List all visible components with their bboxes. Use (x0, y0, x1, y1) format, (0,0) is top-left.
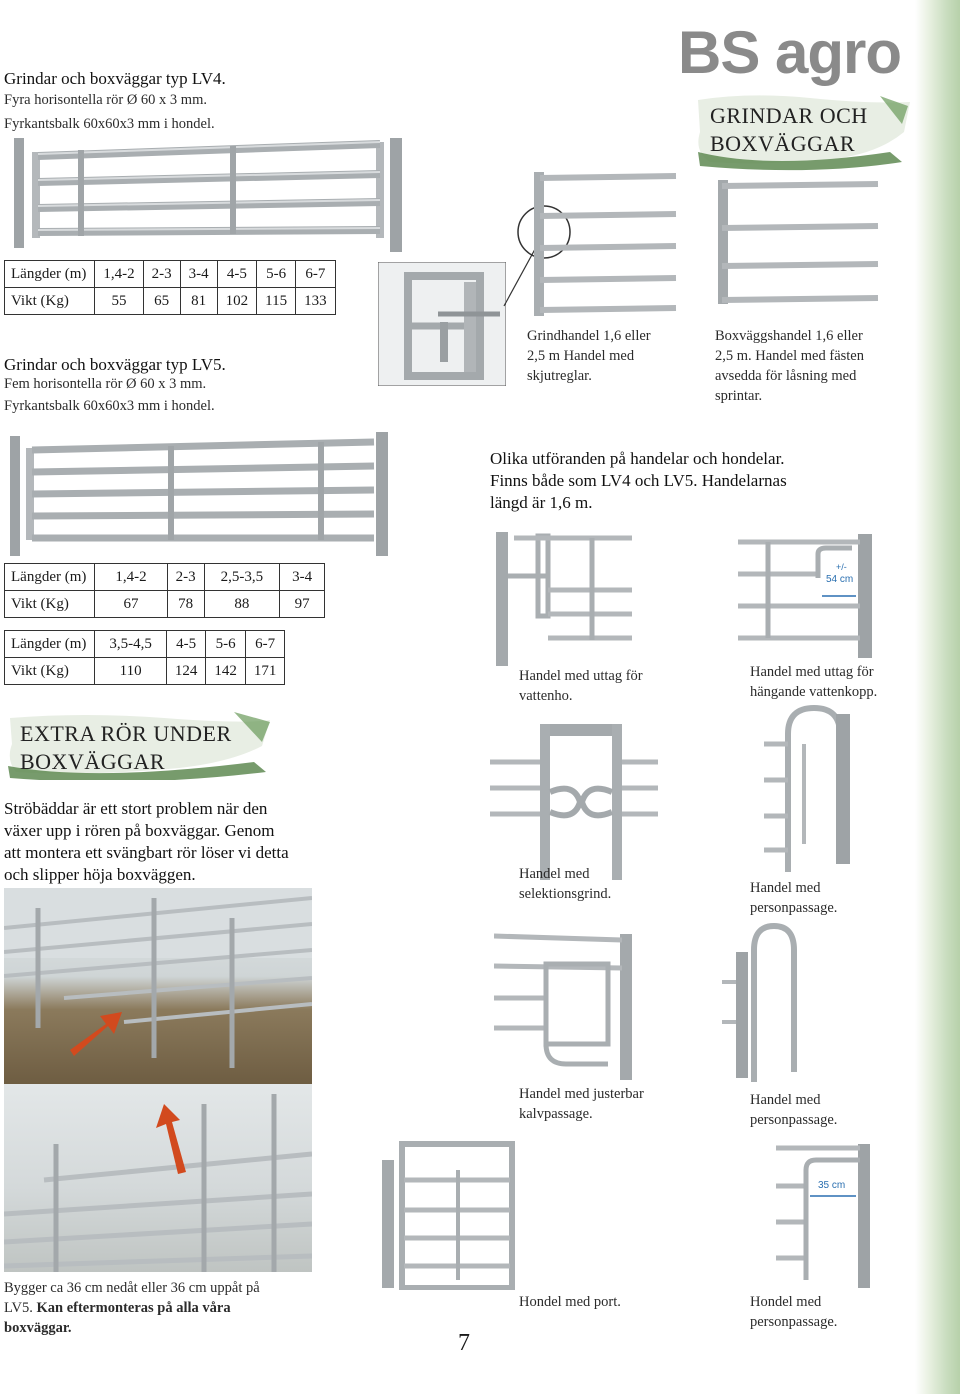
vattenkopp-caption-line2: hängande vattenkopp. (750, 684, 878, 700)
table-row (5, 658, 285, 685)
measure-label-b: 54 cm (826, 574, 854, 585)
lv4-gate-image (8, 128, 408, 254)
kalvpassage-image (494, 928, 644, 1080)
extra-banner-line2: BOXVÄGGAR (20, 749, 166, 774)
selektion-caption-line2: selektionsgrind. (519, 886, 612, 902)
port-gate-image (378, 1140, 528, 1290)
table-cell: 5-6 (257, 261, 296, 288)
port-caption: Hondel med port. (519, 1294, 621, 1310)
table-cell: Längder (m) (5, 631, 95, 658)
bs-agro-logo: BS agro (678, 19, 902, 86)
table-cell: 3,5-4,5 (95, 631, 167, 658)
bottom-caption-line2-b: Kan eftermonteras på alla våra (36, 1300, 231, 1316)
lv4-spec-line1: Fyra horisontella rör Ø 60 x 3 mm. (4, 92, 207, 108)
bottom-caption-line1: Bygger ca 36 cm nedåt eller 36 cm uppåt på (4, 1280, 260, 1296)
lv5-spec-line2: Fyrkantsbalk 60x60x3 mm i hondel. (4, 398, 215, 414)
boxvaggshandel-caption-line2: 2,5 m. Handel med fästen (715, 348, 864, 364)
table-cell: 55 (95, 288, 143, 315)
grindhandel-caption-line2: 2,5 m Handel med (527, 348, 635, 364)
personpassage-post-image (776, 1140, 876, 1290)
table-cell: 2-3 (167, 564, 204, 591)
table-cell: 6-7 (245, 631, 285, 658)
lv4-weight-table (4, 260, 336, 315)
table-cell: 5-6 (206, 631, 246, 658)
kalv-caption-line1: Handel med justerbar (519, 1086, 644, 1102)
lv5-weight-table-2 (4, 630, 285, 685)
table-cell: 97 (280, 591, 325, 618)
variants-text-line3: längd är 1,6 m. (490, 493, 593, 512)
table-cell: 4-5 (217, 261, 257, 288)
barn-photo-2 (4, 1084, 312, 1272)
table-row (5, 591, 325, 618)
table-cell: 124 (166, 658, 206, 685)
green-side-stripe (915, 0, 960, 1394)
table-row (5, 631, 285, 658)
table-cell: 1,4-2 (95, 261, 143, 288)
vattenho-caption-line2: vattenho. (519, 688, 573, 704)
table-cell: 110 (95, 658, 167, 685)
bottom-caption-line3: boxväggar. (4, 1320, 72, 1336)
latch-detail-image (378, 262, 506, 386)
barn-photo-1-rails (4, 888, 312, 1084)
extra-banner-line1: EXTRA RÖR UNDER (20, 721, 232, 746)
measure-label-a: +/- (836, 562, 847, 572)
vattenkopp-handle-image (738, 534, 878, 658)
barn-photo-1 (4, 888, 312, 1084)
table-row (5, 261, 336, 288)
person2-caption-line1: Handel med (750, 1092, 821, 1108)
table-cell: 2-3 (143, 261, 180, 288)
table-cell: 1,4-2 (95, 564, 167, 591)
table-row (5, 564, 325, 591)
barn-photo-2-rails (4, 1084, 312, 1272)
table-cell: 133 (296, 288, 336, 315)
table-cell: 67 (95, 591, 167, 618)
header-banner-line2: BOXVÄGGAR (710, 131, 856, 156)
bottom-caption-line2-a: LV5. (4, 1300, 37, 1316)
variants-text-line2: Finns både som LV4 och LV5. Handelarnas (490, 471, 787, 490)
boxvaggshandel-caption-line1: Boxväggshandel 1,6 eller (715, 328, 863, 344)
table-cell: Vikt (Kg) (5, 288, 95, 315)
grindhandel-caption-line1: Grindhandel 1,6 eller (527, 328, 651, 344)
table-cell: 4-5 (166, 631, 206, 658)
extra-text-line1: Ströbäddar är ett stort problem när den (4, 799, 268, 818)
lv4-title: Grindar och boxväggar typ LV4. (4, 69, 226, 88)
variants-text-line1: Olika utföranden på handelar och hondelar. (490, 449, 785, 468)
personpassage-handle-image-2 (722, 922, 812, 1082)
lv4-spec-line2: Fyrkantsbalk 60x60x3 mm i hondel. (4, 116, 215, 132)
table-cell: Längder (m) (5, 261, 95, 288)
table-cell: 115 (257, 288, 296, 315)
boxvaggshandel-caption-line3: avsedda för låsning med (715, 368, 857, 384)
table-cell: 6-7 (296, 261, 336, 288)
table-cell: 3-4 (180, 261, 217, 288)
table-cell: 88 (204, 591, 280, 618)
page-number: 7 (458, 1330, 470, 1356)
person3-caption-line2: personpassage. (750, 1314, 838, 1330)
measure-label-c: 35 cm (818, 1180, 846, 1191)
table-cell: 3-4 (280, 564, 325, 591)
kalv-caption-line2: kalvpassage. (519, 1106, 593, 1122)
lv5-weight-table-1 (4, 563, 325, 618)
table-cell: 81 (180, 288, 217, 315)
table-cell: 78 (167, 591, 204, 618)
table-cell: 65 (143, 288, 180, 315)
person2-caption-line2: personpassage. (750, 1112, 838, 1128)
grindhandel-caption-line3: skjutreglar. (527, 368, 592, 384)
selektion-caption-line1: Handel med (519, 866, 590, 882)
table-cell: Längder (m) (5, 564, 95, 591)
person1-caption-line1: Handel med (750, 880, 821, 896)
lv5-gate-image (4, 428, 394, 558)
table-cell: 2,5-3,5 (204, 564, 280, 591)
extra-text-line4: och slipper höja boxväggen. (4, 865, 196, 884)
vattenkopp-caption-line1: Handel med uttag för (750, 664, 874, 680)
bottom-caption-line2 (4, 1298, 324, 1318)
lv5-title: Grindar och boxväggar typ LV5. (4, 355, 226, 374)
personpassage-handle-image (764, 704, 864, 874)
boxvaggshandel-caption-line4: sprintar. (715, 388, 763, 404)
table-cell: 102 (217, 288, 257, 315)
person1-caption-line2: personpassage. (750, 900, 838, 916)
vattenho-caption-line1: Handel med uttag för (519, 668, 643, 684)
table-cell: 171 (245, 658, 285, 685)
table-cell: Vikt (Kg) (5, 658, 95, 685)
table-cell: 142 (206, 658, 246, 685)
boxvaggshandel-image (712, 176, 882, 306)
header-banner-line1: GRINDAR OCH (710, 103, 868, 128)
table-cell: Vikt (Kg) (5, 591, 95, 618)
selektionsgrind-image (490, 722, 660, 882)
table-row (5, 288, 336, 315)
vattenho-handle-image (494, 528, 634, 668)
lv5-spec-line1: Fem horisontella rör Ø 60 x 3 mm. (4, 376, 207, 392)
grindhandel-image (520, 168, 680, 318)
extra-text-line3: att montera ett svängbart rör löser vi detta (4, 843, 289, 862)
person3-caption-line1: Hondel med (750, 1294, 822, 1310)
extra-text-line2: växer upp i rören på boxväggar. Genom (4, 821, 275, 840)
